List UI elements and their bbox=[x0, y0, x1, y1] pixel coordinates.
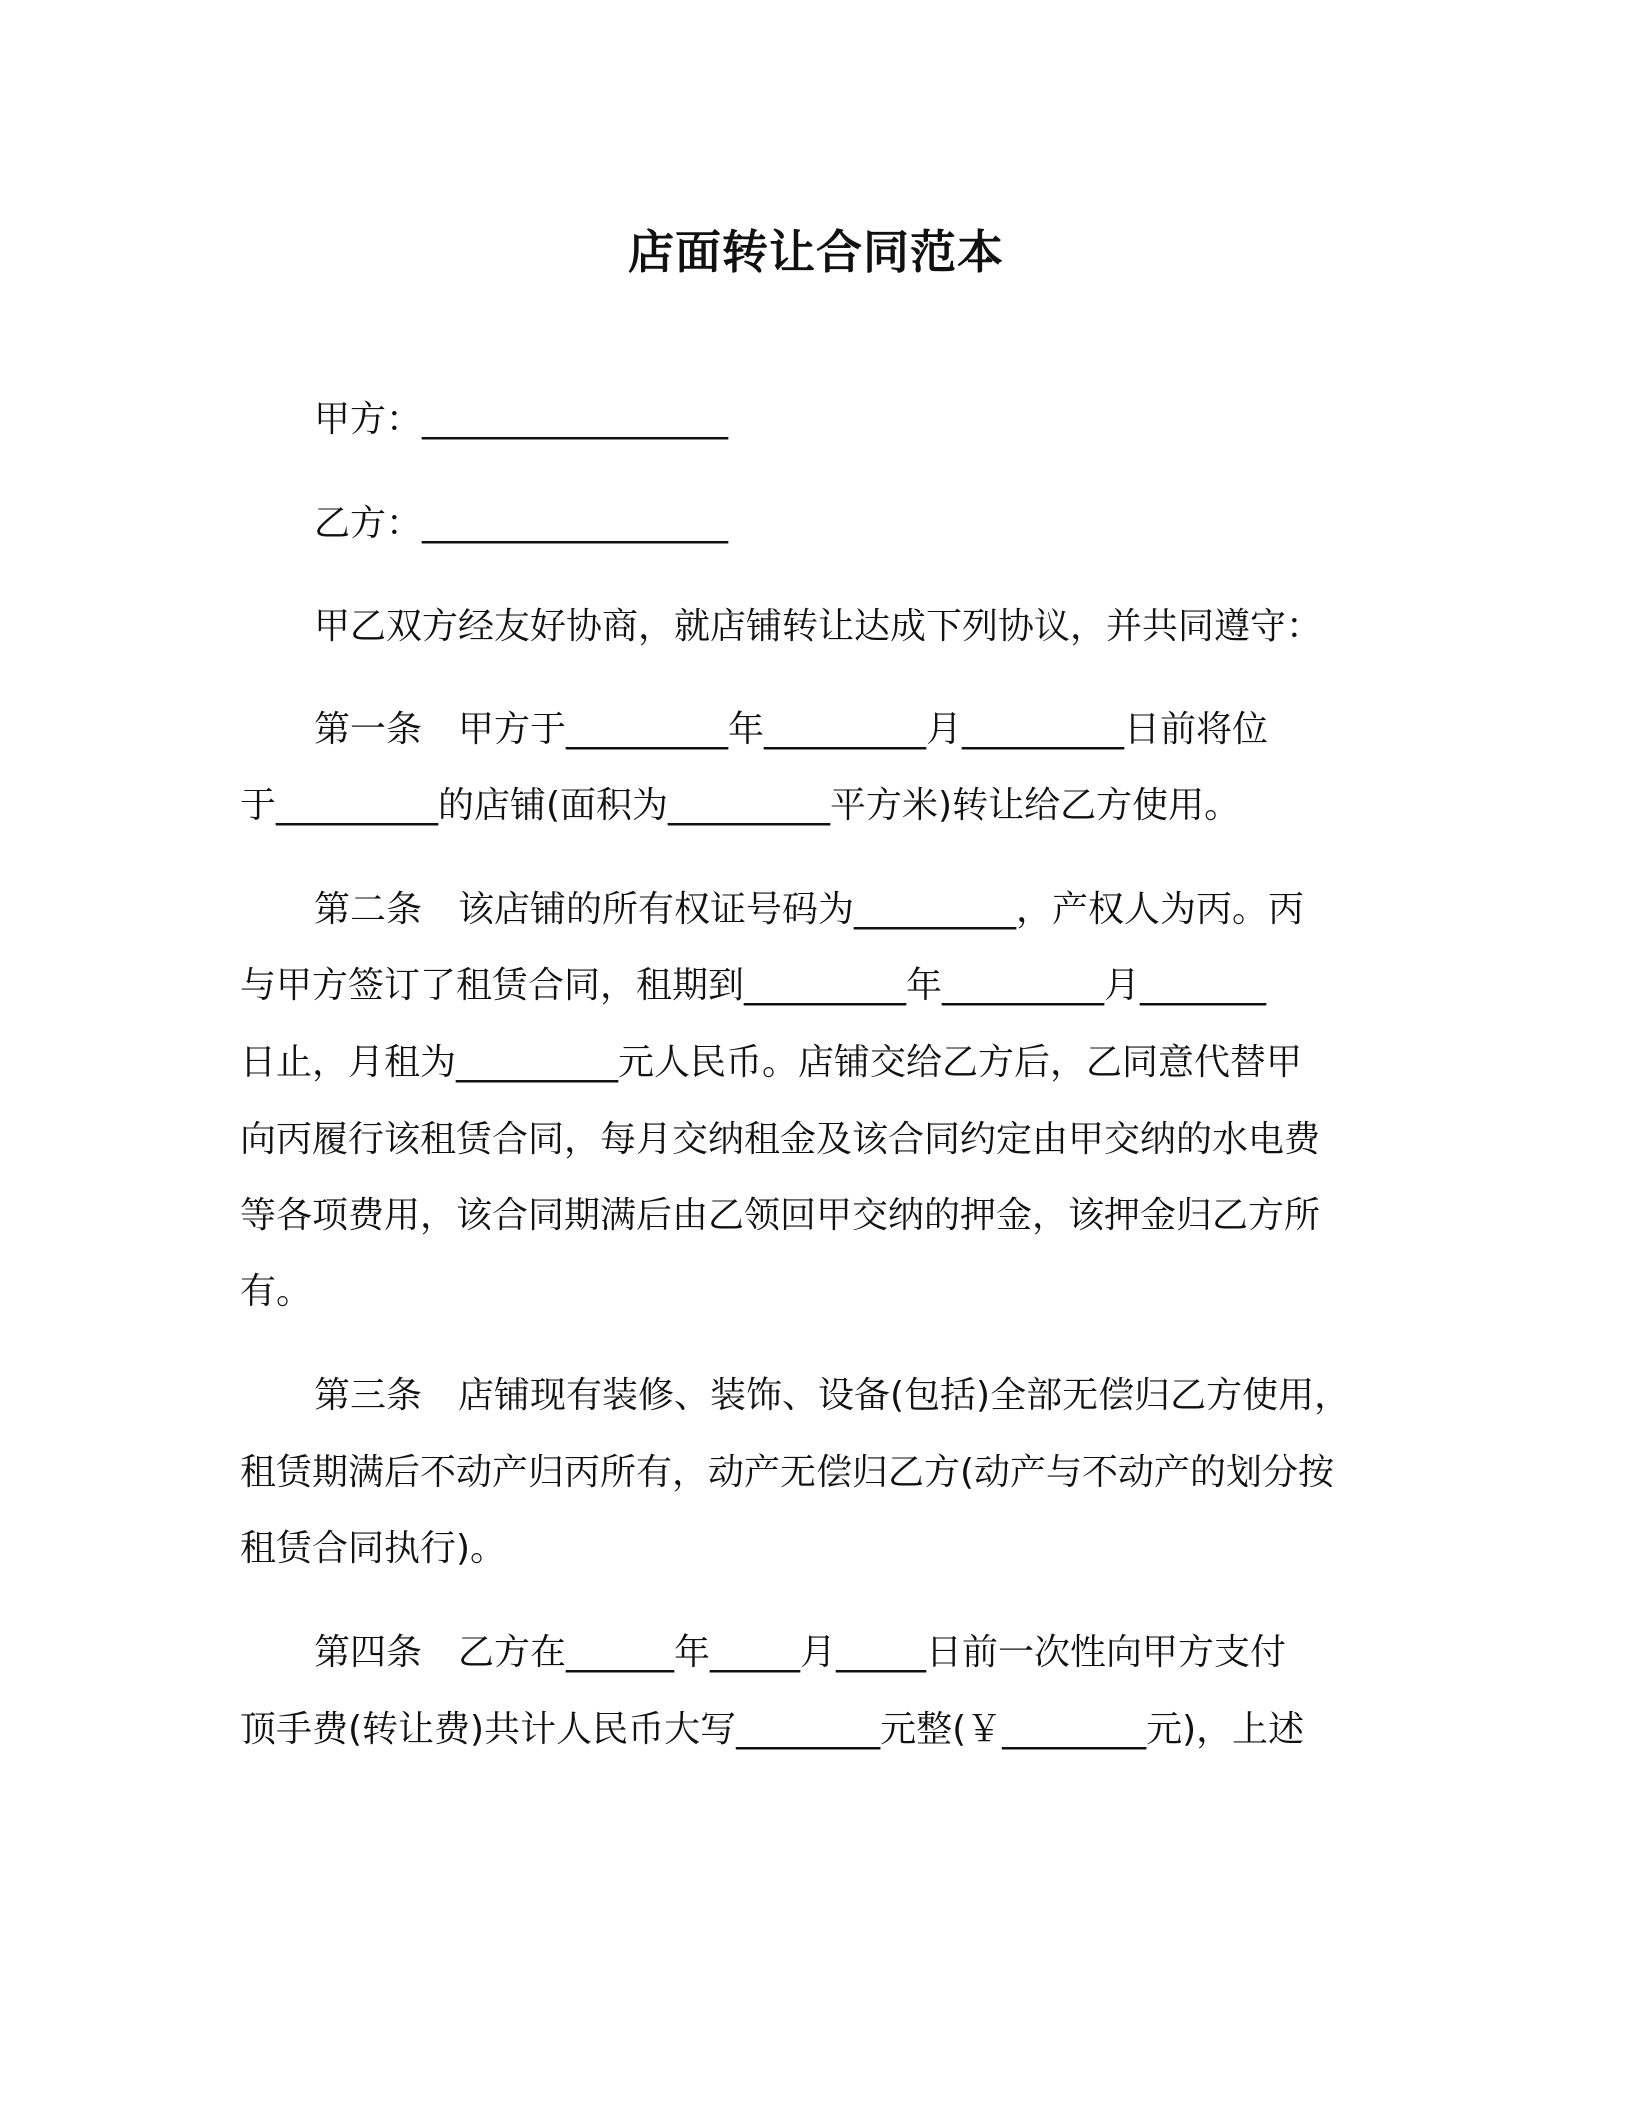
article-1-line-1: 第一条 甲方于_________年_________月_________日前将位 bbox=[314, 709, 1269, 750]
article-1-line-2: 于_________的店铺(面积为_________平方米)转让给乙方使用。 bbox=[240, 785, 1241, 826]
article-2-line-2: 与甲方签订了租赁合同，租期到_________年_________月_______ bbox=[240, 965, 1267, 1006]
article-3-line-2: 租赁期满后不动产归丙所有，动产无偿归乙方(动产与不动产的划分按 bbox=[240, 1452, 1335, 1493]
document-title: 店面转让合同范本 bbox=[628, 225, 1004, 279]
article-4-line-1: 第四条 乙方在______年_____月_____日前一次性向甲方支付 bbox=[314, 1632, 1287, 1673]
preamble-line: 甲乙双方经友好协商，就店铺转让达成下列协议，并共同遵守： bbox=[314, 606, 1323, 647]
article-2-line-3: 日止，月租为_________元人民币。店铺交给乙方后，乙同意代替甲 bbox=[240, 1042, 1303, 1083]
article-2-line-1: 第二条 该店铺的所有权证号码为_________，产权人为丙。丙 bbox=[314, 889, 1305, 930]
article-3-line-3: 租赁合同执行)。 bbox=[240, 1528, 507, 1569]
article-2-line-6: 有。 bbox=[240, 1271, 313, 1312]
article-2-line-4: 向丙履行该租赁合同，每月交纳租金及该合同约定由甲交纳的水电费 bbox=[240, 1119, 1321, 1160]
article-3-line-1: 第三条 店铺现有装修、装饰、设备(包括)全部无偿归乙方使用， bbox=[314, 1375, 1351, 1416]
party-a-line: 甲方：_________________ bbox=[314, 399, 729, 440]
article-4-line-2: 顶手费(转让费)共计人民币大写________元整(￥________元)，上述 bbox=[240, 1709, 1305, 1750]
party-b-line: 乙方：_________________ bbox=[314, 503, 729, 544]
article-2-line-5: 等各项费用，该合同期满后由乙领回甲交纳的押金，该押金归乙方所 bbox=[240, 1195, 1321, 1236]
